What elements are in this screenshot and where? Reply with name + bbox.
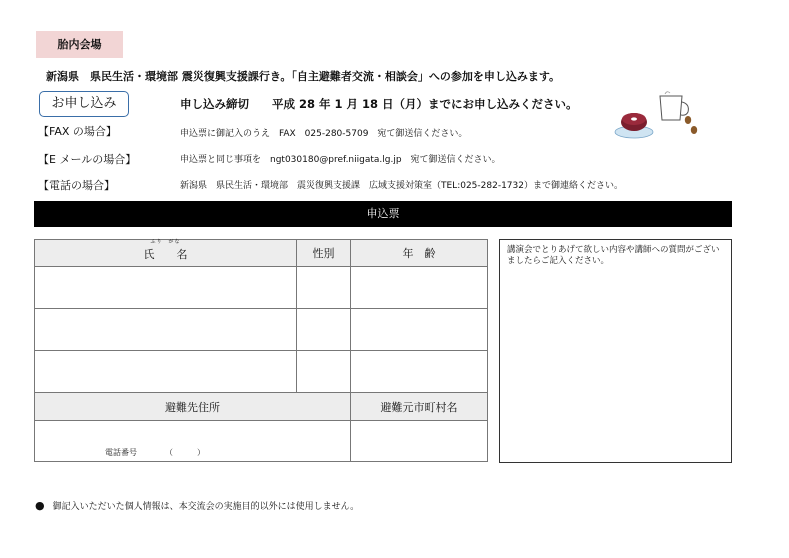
apply-label: お申し込み [39, 91, 129, 117]
origin-header: 避難元市町村名 [351, 393, 488, 421]
question-box[interactable] [499, 239, 732, 463]
privacy-note [35, 499, 359, 512]
age-cell[interactable] [351, 267, 488, 309]
name-ruby: ふり がな [150, 239, 181, 245]
name-cell[interactable] [35, 309, 297, 351]
venue-tag: 胎内会場 [36, 31, 123, 58]
name-header [35, 240, 297, 267]
email-method-label: 【E メールの場合】 [38, 153, 137, 166]
coffee-illustration-icon [612, 88, 702, 140]
origin-cell[interactable] [351, 421, 488, 462]
email-method-text: 申込票と同じ事項を ngt030180@pref.niigata.lg.jp 宛て御送信ください。 [180, 155, 501, 165]
intro-text: 新潟県 県民生活・環境部 震災復興支援課行き。「自主避難者交流・相談会」への参加を申し込みます。 [46, 70, 561, 83]
name-cell[interactable] [35, 351, 297, 393]
application-form-table [34, 239, 488, 462]
age-header: 年 齢 [351, 240, 488, 267]
address-header: 避難先住所 [35, 393, 351, 421]
gender-cell[interactable] [297, 309, 351, 351]
phone-method-text: 新潟県 県民生活・環境部 震災復興支援課 広域支援対策室（TEL:025-282-1732）まで御連絡ください。 [180, 181, 623, 191]
question-box-prompt: 講演会でとりあげて欲しい内容や講師への質問がございましたらご記入ください。 [507, 245, 720, 266]
privacy-note-text: 御記入いただいた個人情報は、本交流会の実施目的以外には使用しません。 [52, 502, 360, 512]
gender-cell[interactable] [297, 267, 351, 309]
address-cell[interactable] [35, 421, 351, 462]
name-cell[interactable] [35, 267, 297, 309]
phone-number-label: 電話番号 （ ） [105, 448, 205, 457]
form-title-bar: 申込票 [34, 201, 732, 227]
name-header-label: 氏 名 [143, 248, 188, 261]
age-cell[interactable] [351, 351, 488, 393]
bullet-icon: ● [35, 499, 45, 512]
fax-method-label: 【FAX の場合】 [38, 125, 117, 138]
fax-method-text: 申込票に御記入のうえ FAX 025-280-5709 宛て御送信ください。 [180, 129, 468, 139]
gender-header: 性別 [297, 240, 351, 267]
deadline-text: 申し込み締切 平成 28 年 1 月 18 日（月）までにお申し込みください。 [180, 97, 578, 111]
gender-cell[interactable] [297, 351, 351, 393]
age-cell[interactable] [351, 309, 488, 351]
phone-method-label: 【電話の場合】 [38, 179, 115, 192]
